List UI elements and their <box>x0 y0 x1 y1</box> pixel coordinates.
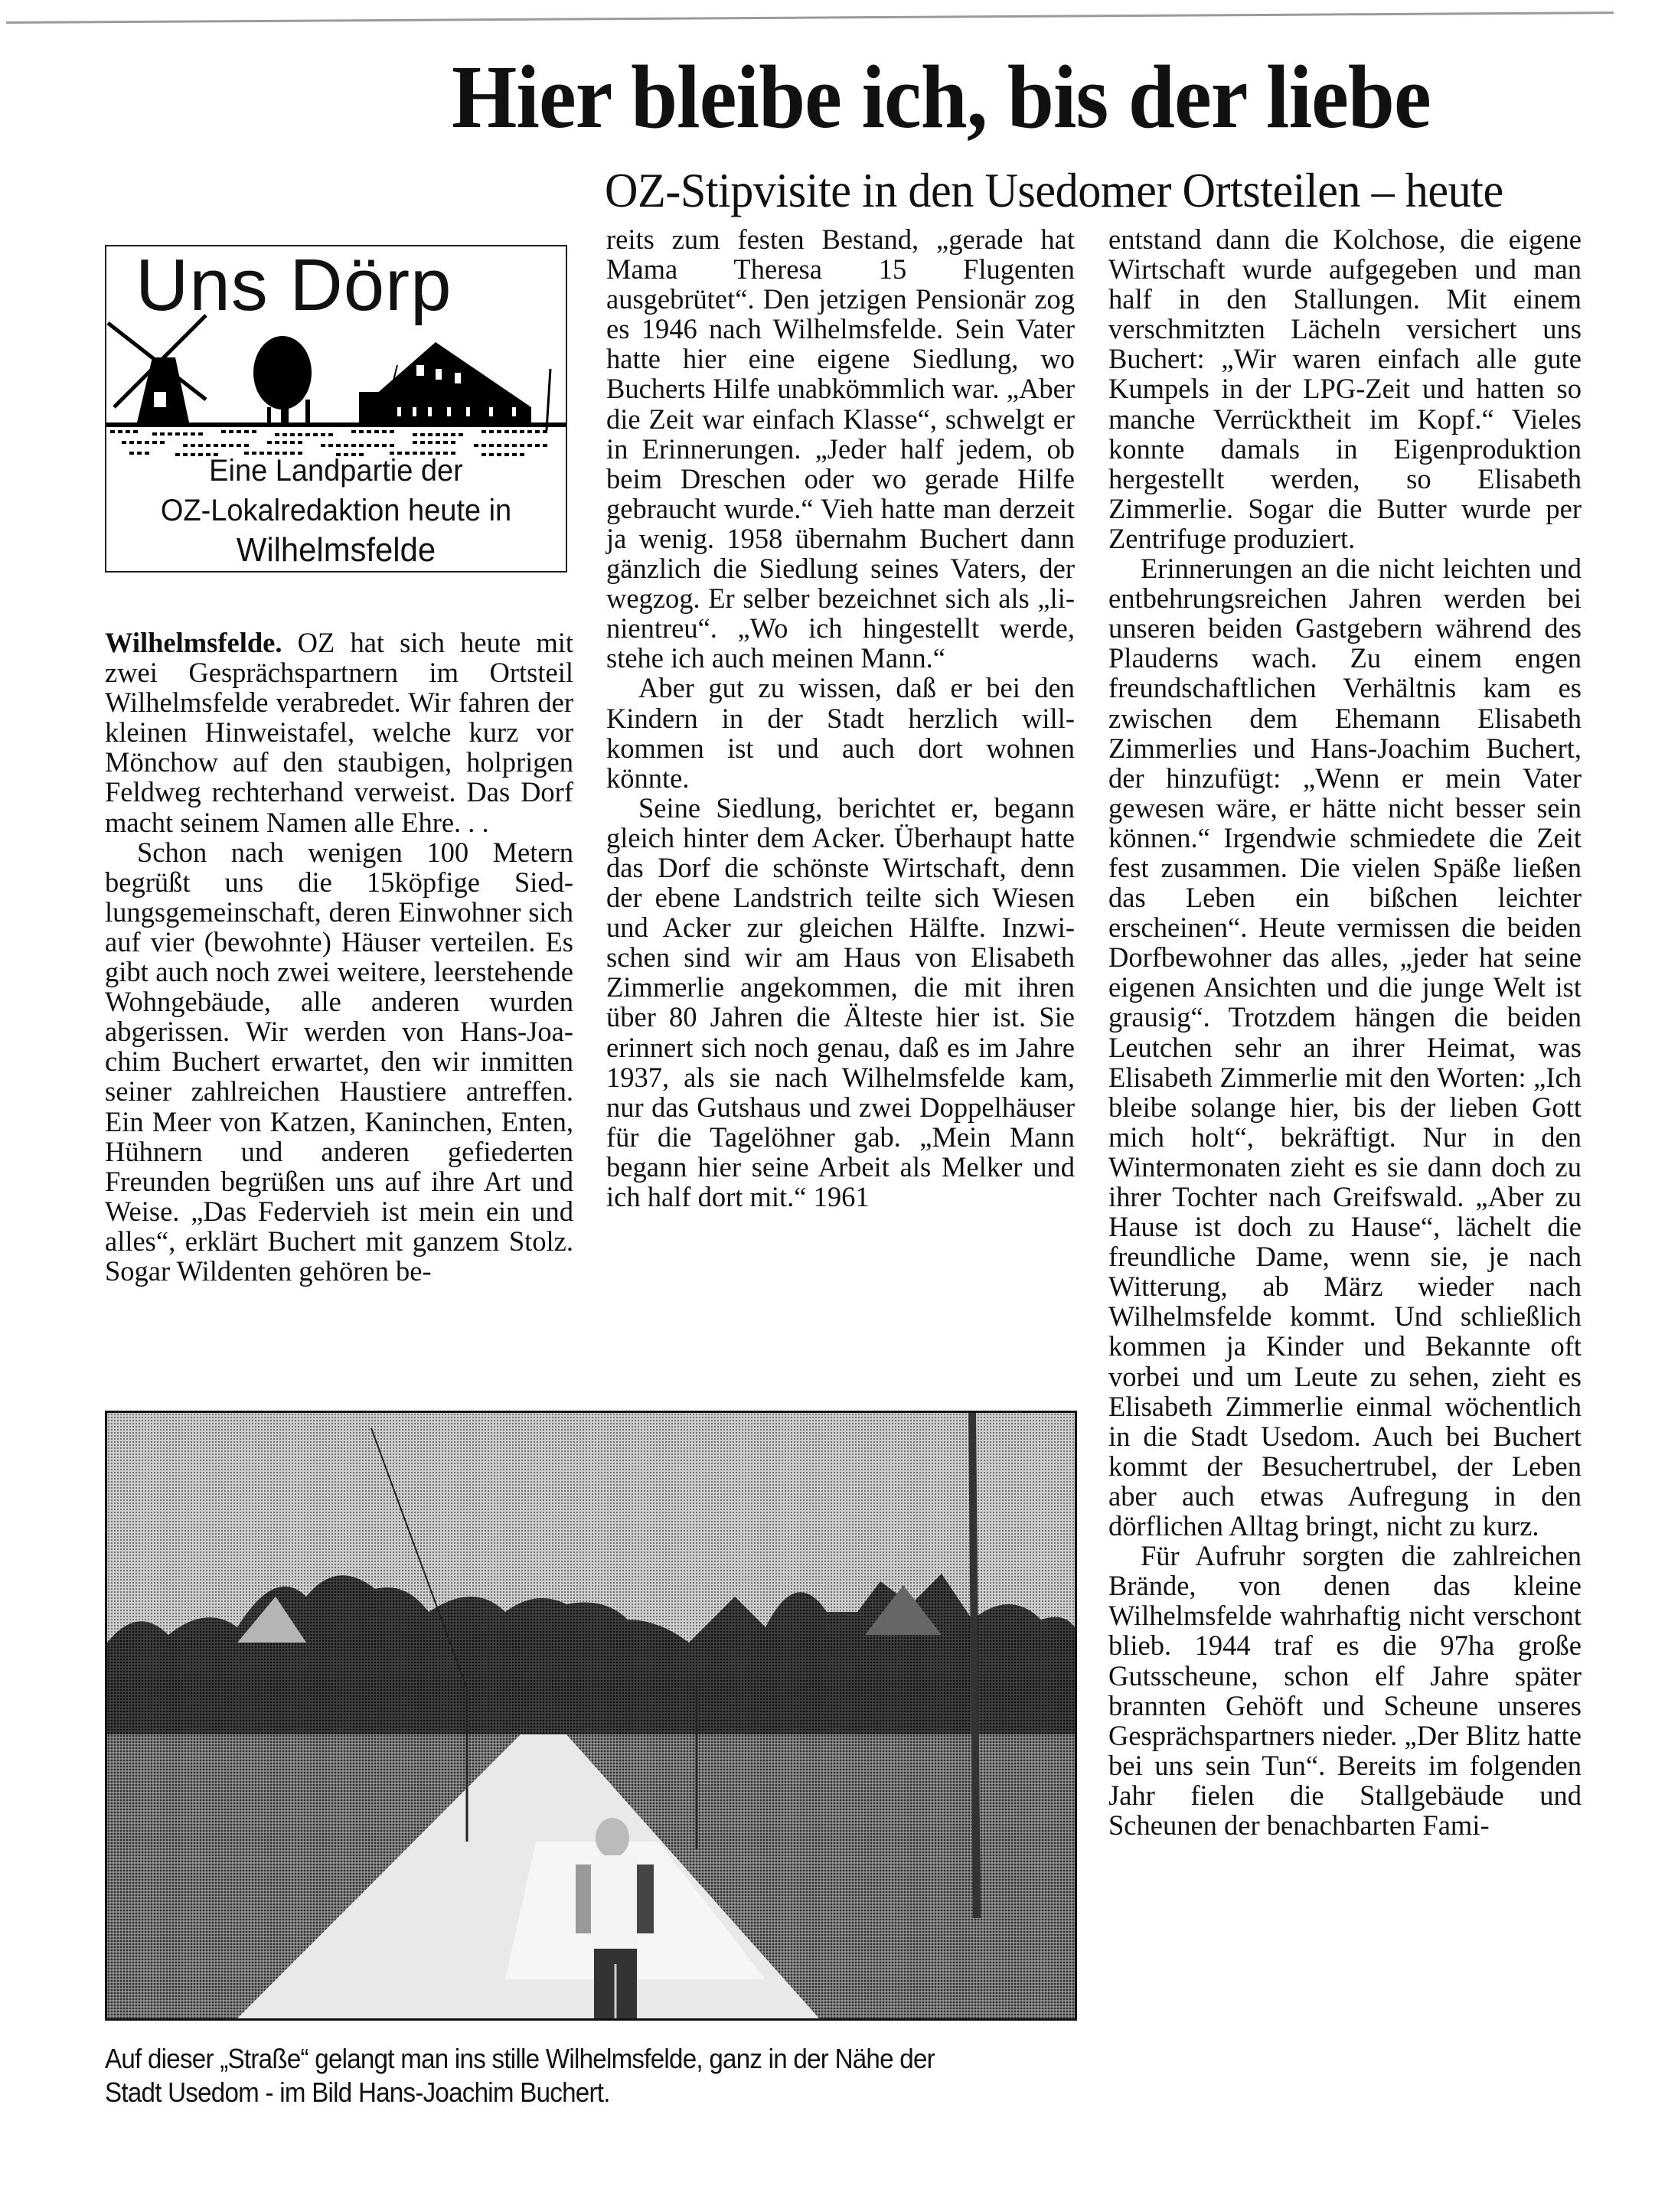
village-illustration <box>106 300 566 461</box>
article-subheadline: OZ-Stipvisite in den Usedomer Ortsteilen – heute <box>605 163 1503 217</box>
article-paragraph: Für Aufruhr sorgten die zahlreichen Brände, von denen das kleine Wilhelmsfelde wahrhaftig nicht verschont blieb. 1944 traf es die 97ha große Gutsscheune, schon elf Jahre später brannten Gehöft und Scheune unseres Gesprächspartners nieder. „Der Blitz hatte bei uns sein Tun“. Bereits im folgenden Jahr fielen die Stallgebäude und Scheunen der benachbarten Fami- <box>1108 1540 1582 1841</box>
rubric-logo-title: Uns Dörp <box>135 244 452 326</box>
paragraph-text: OZ hat sich heute mit zwei Gesprächspartnern im Ortsteil Wilhelmsfelde verabredet. Wir fahren der kleinen Hinweistafel, welche kurz vor Mönchow auf den staubigen, holprigen Feldweg rechterhand verweist. Das Dorf macht seinem Namen alle Ehre. . . <box>105 627 573 838</box>
rubric-logo-line-2: OZ-Lokalredaktion heute in <box>160 494 512 527</box>
rubric-logo-line-3: Wilhelmsfelde <box>236 531 436 569</box>
article-paragraph: Schon nach wenigen 100 Metern begrüßt uns die 15köpfige Siedlungsgemeinschaft, deren Einwohner sich auf vier (bewohnte) Häuser verteilen. Es gibt auch noch zwei weitere, leerstehende Wohngebäude, alle anderen wurden abgerissen. Wir werden von Hans-Joachim Buchert erwartet, den wir inmitten seiner zahlreichen Haustiere antreffen. Ein Meer von Katzen, Kaninchen, Enten, Hühnern und anderen gefiederten Freunden begrüßen uns auf ihre Art und Weise. „Das Federvieh ist mein ein und alles“, erklärt Buchert mit ganzem Stolz. Sogar Wildenten gehören be- <box>105 836 573 1287</box>
article-headline: Hier bleibe ich, bis der liebe <box>452 47 1431 147</box>
article-paragraph: Aber gut zu wissen, daß er bei den Kindern in der Stadt herzlich willkommen ist und auch dort wohnen könnte. <box>606 672 1075 794</box>
photo-caption <box>105 2042 1020 2109</box>
page-top-rule <box>6 11 1614 24</box>
article-photo <box>105 1411 1077 2021</box>
article-column-1 <box>105 628 573 1286</box>
rubric-logo-line-1: Eine Landpartie der <box>209 454 463 488</box>
article-paragraph: reits zum festen Bestand, „gerade hat Mama Theresa 15 Flugenten ausgebrütet“. Den jetzigen Pensionär zog es 1946 nach Wilhelmsfelde. Sein Vater hatte hier eine eigene Siedlung, wo Bucherts Hilfe unabkömmlich war. „Aber die Zeit war einfach Klasse“, schwelgt er in Erinnerungen. „Jeder half jedem, ob beim Dreschen oder wo gerade Hilfe gebraucht wurde.“ Vieh hatte man derzeit ja wenig. 1958 übernahm Buchert dann gänzlich die Siedlung seines Vaters, der wegzog. Er selber bezeichnet sich als „linientreu“. „Wo ich hingestellt werde, stehe ich auch meinen Mann.“ <box>606 223 1075 674</box>
article-paragraph: Seine Siedlung, berichtet er, begann gleich hinter dem Acker. Überhaupt hatte das Dorf die schönste Wirtschaft, denn der ebene Landstrich teilte sich Wiesen und Acker zur gleichen Hälfte. Inzwischen sind wir am Haus von Elisabeth Zimmerlie angekommen, die mit ihren über 80 Jahren die Älteste hier ist. Sie erinnert sich noch genau, daß es im Jahre 1937, als sie nach Wilhelmsfelde kam, nur das Gutshaus und zwei Doppelhäuser für die Tagelöhner gab. „Mein Mann begann hier seine Arbeit als Melker und ich half dort mit.“ 1961 <box>606 791 1075 1212</box>
article-column-2 <box>606 224 1075 1212</box>
field-ground <box>106 422 566 455</box>
article-paragraph: entstand dann die Kolchose, die eigene Wirtschaft wurde aufgegeben und man half in den Stallungen. Mit einem verschmitzten Lächeln versichert uns Buchert: „Wir waren einfach alle gute Kumpels in der LPG-Zeit und hatten so manche Verrücktheit im Kopf.“ Vieles konnte damals in Eigenproduktion hergestellt werden, so Elisabeth Zimmerlie. Sogar die Butter wurde per Zentrifuge produziert. <box>1108 223 1582 554</box>
article-paragraph: Erinnerungen an die nicht leichten und entbehrungsreichen Jahren werden bei unseren beiden Gastgebern während des Plauderns wach. Zu einem engen freundschaftlichen Verhältnis kam es zwischen dem Ehemann Elisabeth Zimmerlies und Hans-Joachim Buchert, der hinzufügt: „Wenn er mein Vater gewesen wäre, er hätte nicht besser sein können.“ Irgendwie schmiedete die Zeit fest zusammen. Die vielen Späße ließen das Leben ein bißchen leichter erscheinen“. Heute vermissen die beiden Dorfbewohner das alles, „jeder hat seine eigenen Ansichten und die junge Welt ist grausig“. Trotzdem hängen die beiden Leutchen sehr an ihrer Heimat, was Elisabeth Zimmerlie mit den Worten: „Ich bleibe solange hier, bis der lieben Gott mich holt“, bekräftigt. Nur in den Wintermonaten zieht es sie dann doch zu ihrer Tochter nach Greifswald. „Aber zu Hause ist doch zu Hause“, lächelt die freundliche Dame, wenn sie, je nach Witterung, ab März wieder nach Wilhelmsfelde kommt. Und schließlich kommen ja Kinder und Bekannte oft vorbei und um Leute zu sehen, zieht es Elisabeth Zimmerlie einmal wöchentlich in die Stadt Usedom. Auch bei Buchert kommt der Besuchertrubel, der Leben aber auch etwas Aufregung in den dörflichen Alltag bringt, nicht zu kurz. <box>1108 553 1582 1542</box>
farmhouse-icon <box>359 342 550 430</box>
article-paragraph <box>105 628 573 837</box>
photo-caption-line-2: Stadt Usedom - im Bild Hans-Joachim Buchert. <box>105 2077 610 2108</box>
tree-icon <box>253 336 312 426</box>
photo-road-scene <box>107 1413 1075 2018</box>
photo-caption-line-1: Auf dieser „Straße“ gelangt man ins stille Wilhelmsfelde, ganz in der Nähe der <box>105 2043 935 2074</box>
dateline: Wilhelmsfelde. <box>105 627 282 658</box>
windmill-icon <box>108 315 206 422</box>
article-column-3 <box>1108 224 1582 1840</box>
rubric-logo-box <box>105 245 567 573</box>
